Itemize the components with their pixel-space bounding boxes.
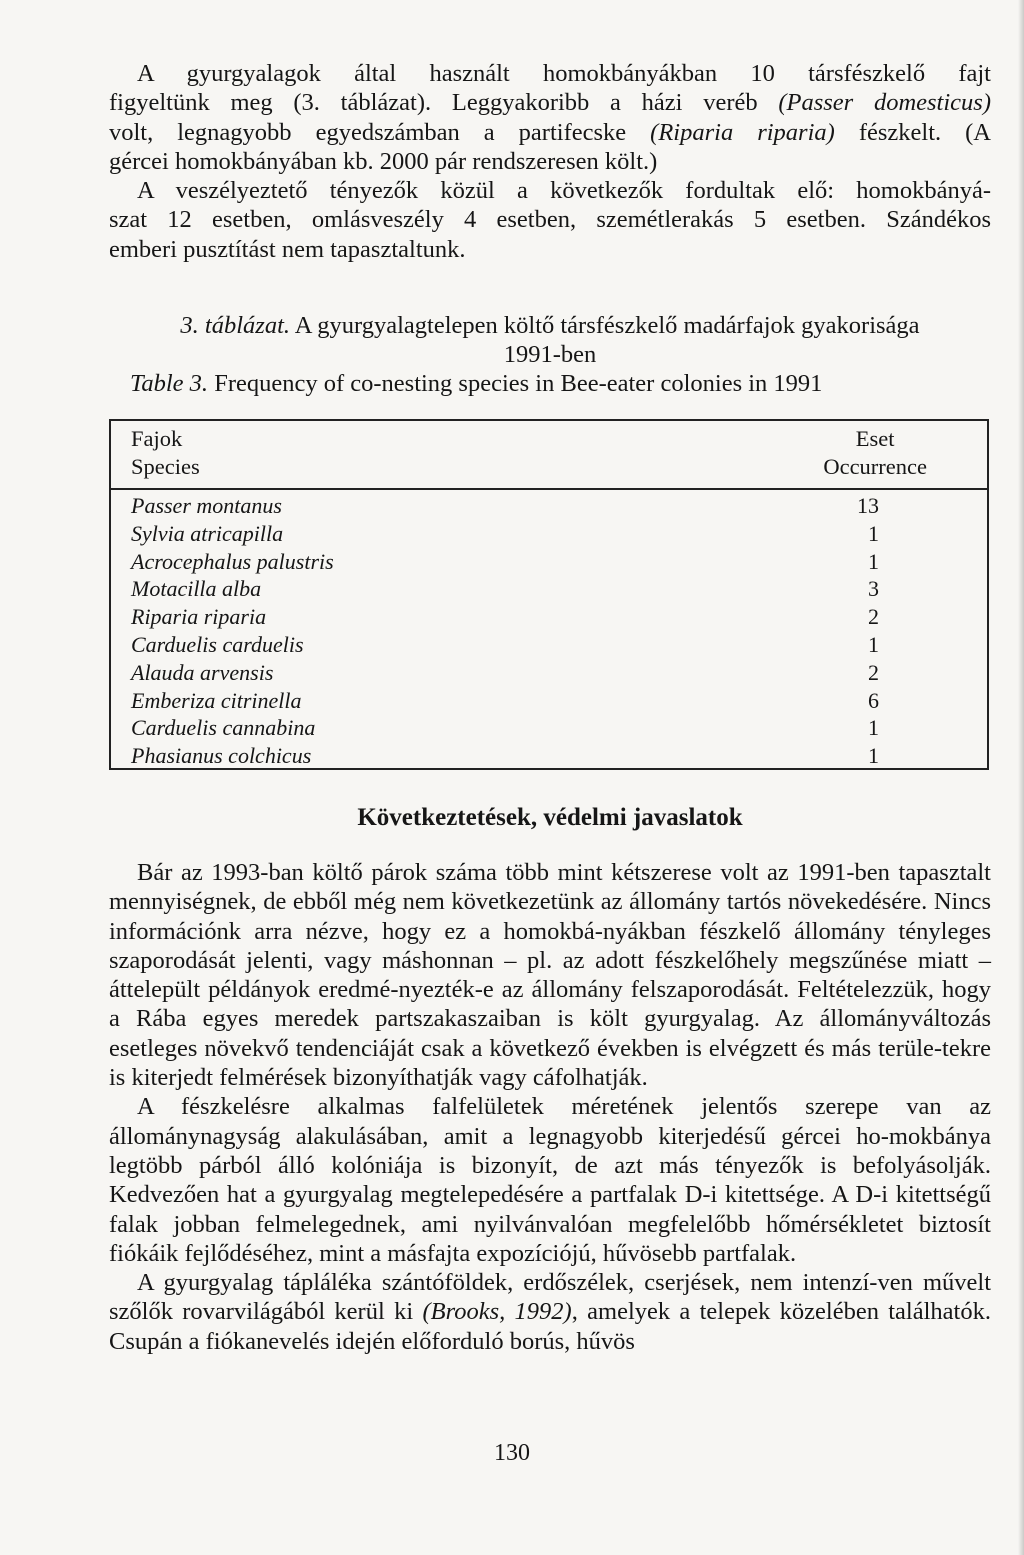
table-row — [111, 687, 987, 715]
occurrence-count: 1 — [868, 520, 879, 546]
species-name: Motacilla alba — [131, 576, 262, 602]
table-row — [111, 603, 987, 631]
header-occurrence: Eset Occurrence — [823, 426, 927, 479]
conclusions-body — [109, 858, 991, 1356]
conclusion-paragraph: Bár az 1993-ban költő párok száma több mint kétszerese volt az 1991-ben tapasztalt mennyiségnek, de ebből még nem következetünk az állomány tartós növekedésére. Nincs információnk arra nézve, hogy ez a homokbá-nyákban fészkelő állomány tényleges szaporodását jelenti, vagy máshonnan – pl. az adott fészkelőhely megszűnése miatt – áttelepült példányok eredmé-nyezték-e az állomány felszaporodását. Feltételezzük, hogy a Rába egyes meredek partszakaszaiban is költ gyurgyalag. Az állományváltozás esetleges növekvő tendenciáját csak a következő években is elvégzett és más terüle-tekre is kiterjedt felmérések bizonyíthatják vagy cáfolhatják. — [109, 859, 991, 1092]
table-row — [111, 631, 987, 659]
species-name: Carduelis cannabina — [131, 715, 316, 741]
page-edge-shadow — [1018, 0, 1024, 1555]
intro-line: A veszélyeztető tényezők közül a következők fordultak elő: homokbányá- — [137, 177, 991, 205]
intro-line: gércei homokbányában kb. 2000 pár rendszeresen költ.) — [109, 147, 658, 175]
header-species: Fajok Species — [131, 426, 200, 479]
table-caption-hu-cont: 1991-ben — [503, 341, 597, 368]
intro-line: volt, legnagyobb egyedszámban a partifecske (Riparia riparia) fészkelt. (A — [109, 118, 991, 146]
intro-paragraph — [109, 59, 991, 264]
table-caption-en: Table 3. Frequency of co-nesting species in Bee-eater colonies in 1991 — [130, 370, 823, 397]
table-row — [111, 492, 987, 520]
occurrence-count: 13 — [857, 493, 879, 518]
intro-line: emberi pusztítást nem tapasztaltunk. — [109, 235, 466, 263]
species-table — [109, 419, 989, 770]
species-name: Acrocephalus palustris — [131, 548, 334, 574]
species-name: Carduelis carduelis — [131, 631, 304, 657]
table-header — [111, 421, 987, 490]
table-row — [111, 659, 987, 687]
conclusion-paragraph: A gyurgyalag tápláléka szántóföldek, erdőszélek, cserjések, nem intenzí-ven művelt szőlők rovarvilágából kerül ki (Brooks, 1992), amelyek a telepek közelében találhatók. Csupán a fiókanevelés idején előforduló borús, hűvös — [109, 1269, 991, 1355]
species-name: Alauda arvensis — [131, 659, 274, 685]
table-row — [111, 520, 987, 548]
species-name: Riparia riparia — [131, 604, 267, 630]
occurrence-count: 2 — [868, 659, 879, 685]
intro-line: A gyurgyalagok által használt homokbányákban 10 társfészkelő fajt — [137, 60, 991, 87]
occurrence-count: 1 — [868, 743, 879, 769]
species-name: Passer montanus — [131, 493, 282, 518]
conclusion-paragraph: A fészkelésre alkalmas falfelületek méretének jelentős szerepe van az állománynagyság alakulásában, amit a legnagyobb kiterjedésű gércei ho-mokbánya legtöbb párból álló kolóniája is bizonyít, de azt más tényezők is befolyásolják. Kedvezően hat a gyurgyalag megtelepedésére a partfalak D-i kitettsége. A D-i kitettségű falak jobban felmelegednek, ami nyilvánvalóan megfelelőbb hőmérsékletet biztosít fiókáik fejlődéséhez, mint a másfajta expozíciójú, hűvösebb partfalak. — [109, 1093, 991, 1267]
table-body — [111, 492, 987, 770]
table-row — [111, 575, 987, 603]
page-number: 130 — [494, 1440, 530, 1466]
intro-line: szat 12 esetben, omlásveszély 4 esetben, szemétlerakás 5 esetben. Szándékos — [109, 206, 991, 234]
species-name: Sylvia atricapilla — [131, 520, 284, 546]
species-name: Phasianus colchicus — [131, 743, 312, 769]
occurrence-count: 2 — [868, 604, 879, 630]
table-row — [111, 742, 987, 770]
table-row — [111, 548, 987, 576]
occurrence-count: 3 — [868, 576, 879, 602]
occurrence-count: 1 — [868, 631, 879, 657]
table-caption-hu: 3. táblázat. A gyurgyalagtelepen költő társfészkelő madárfajok gyakorisága — [180, 312, 920, 339]
occurrence-count: 1 — [868, 548, 879, 574]
table-row — [111, 714, 987, 742]
occurrence-count: 1 — [868, 715, 879, 741]
occurrence-count: 6 — [868, 687, 879, 713]
section-heading: Következtetések, védelmi javaslatok — [357, 804, 743, 831]
intro-line: figyeltünk meg (3. táblázat). Leggyakoribb a házi veréb (Passer domesticus) — [109, 89, 991, 117]
species-name: Emberiza citrinella — [131, 687, 302, 713]
